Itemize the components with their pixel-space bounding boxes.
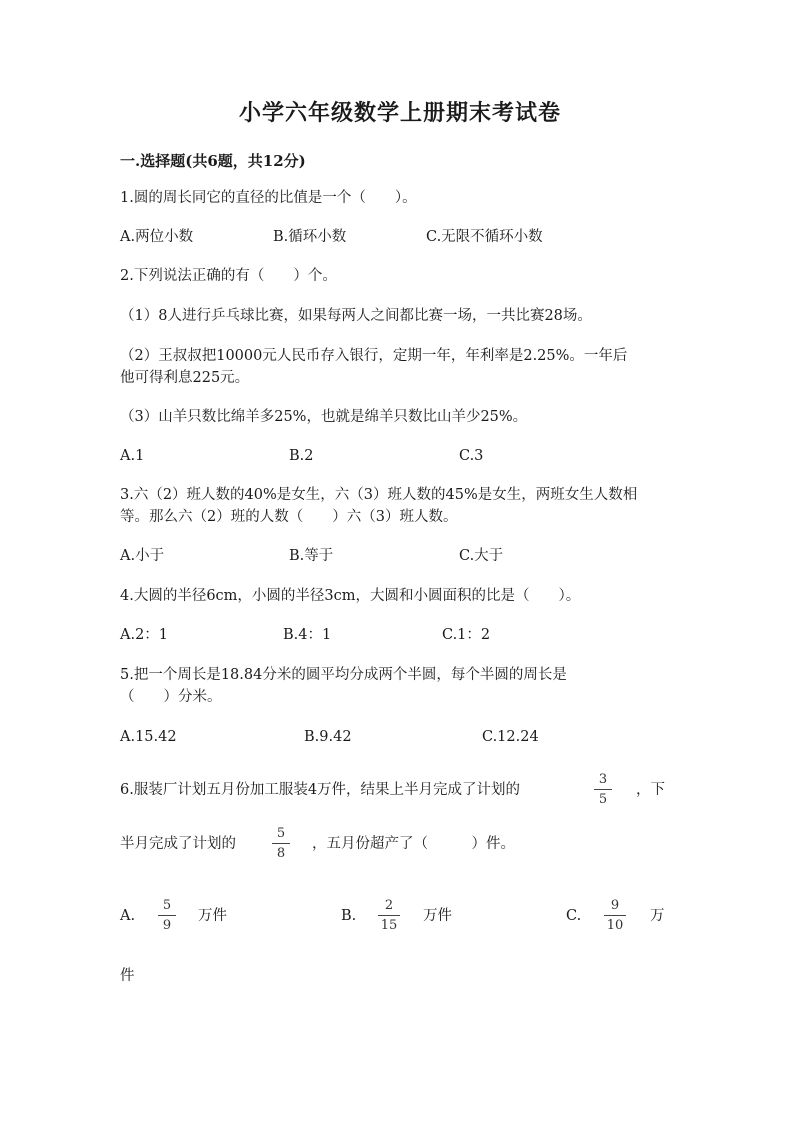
q6-option-a-label: A.	[120, 908, 136, 924]
question-6-part-4: ，五月份超产了（ ）件。	[312, 836, 515, 852]
q6-option-a-unit: 万件	[198, 908, 227, 924]
q6-option-a-numerator: 5	[162, 898, 172, 913]
page-title: 小学六年级数学上册期末考试卷	[238, 100, 561, 126]
q2-statement-3: （3）山羊只数比绵羊多25%，也就是绵羊只数比山羊少25%。	[120, 409, 528, 425]
q4-option-a: A.2：1	[120, 627, 169, 643]
fraction-bar	[158, 915, 176, 916]
q1-option-b: B.循环小数	[273, 229, 347, 245]
question-4-text: 4.大圆的半径6cm，小圆的半径3cm，大圆和小圆面积的比是（ ）。	[120, 588, 581, 604]
q6-option-a-denominator: 9	[162, 918, 172, 933]
q2-option-a: A.1	[120, 448, 145, 464]
q6-fraction-2	[272, 826, 290, 861]
q3-option-b: B.等于	[289, 548, 334, 564]
q6-fraction-1-numerator: 3	[598, 772, 608, 787]
q1-option-c: C.无限不循环小数	[426, 229, 543, 245]
q4-option-b: B.4：1	[283, 627, 332, 643]
question-3-line-2: 等。那么六（2）班的人数（ ）六（3）班人数。	[120, 509, 458, 525]
q4-option-c: C.1：2	[442, 627, 491, 643]
q6-option-c-unit: 万	[650, 908, 665, 924]
q6-option-a-fraction	[158, 898, 176, 933]
fraction-bar	[604, 915, 626, 916]
q2-statement-2-line-2: 他可得利息225元。	[120, 370, 250, 386]
q6-option-b-denominator: 15	[380, 918, 398, 933]
question-5-line-1: 5.把一个周长是18.84分米的圆平均分成两个半圆，每个半圆的周长是	[120, 667, 567, 683]
question-6-part-1: 6.服装厂计划五月份加工服装4万件，结果上半月完成了计划的	[120, 782, 521, 798]
q6-option-b-fraction	[378, 898, 400, 933]
q6-fraction-1-denominator: 5	[598, 792, 608, 807]
question-3-line-1: 3.六（2）班人数的40%是女生，六（3）班人数的45%是女生，两班女生人数相	[120, 487, 638, 503]
question-6-part-2: ，下	[636, 782, 665, 798]
q6-option-b-numerator: 2	[384, 898, 394, 913]
q3-option-c: C.大于	[459, 548, 504, 564]
fraction-bar	[378, 915, 400, 916]
q5-option-a: A.15.42	[120, 729, 177, 745]
q6-option-c-label: C.	[566, 908, 582, 924]
q6-fraction-2-denominator: 8	[276, 846, 286, 861]
q5-option-b: B.9.42	[304, 729, 352, 745]
fraction-bar	[594, 789, 612, 790]
q6-option-b-unit: 万件	[423, 908, 452, 924]
question-5-line-2: （ ）分米。	[120, 689, 222, 705]
q2-option-c: C.3	[459, 448, 484, 464]
q6-option-c-unit-wrap: 件	[120, 968, 135, 984]
q3-option-a: A.小于	[120, 548, 165, 564]
q1-option-a: A.两位小数	[120, 229, 194, 245]
q5-option-c: C.12.24	[482, 729, 539, 745]
q6-option-c-fraction	[604, 898, 626, 933]
section-heading: 一.选择题(共6题，共12分)	[120, 152, 306, 170]
q6-option-c-denominator: 10	[606, 918, 624, 933]
question-1-text: 1.圆的周长同它的直径的比值是一个（ ）。	[120, 190, 417, 206]
q6-option-b-label: B.	[341, 908, 357, 924]
q2-option-b: B.2	[289, 448, 314, 464]
fraction-bar	[272, 843, 290, 844]
q6-fraction-2-numerator: 5	[276, 826, 286, 841]
q2-statement-1: （1）8人进行乒乓球比赛，如果每两人之间都比赛一场，一共比赛28场。	[120, 308, 592, 324]
q6-fraction-1	[594, 772, 612, 807]
q2-statement-2-line-1: （2）王叔叔把10000元人民币存入银行，定期一年，年利率是2.25%。一年后	[120, 348, 628, 364]
question-6-part-3: 半月完成了计划的	[120, 836, 236, 852]
q6-option-c-numerator: 9	[610, 898, 620, 913]
question-2-text: 2.下列说法正确的有（ ）个。	[120, 268, 337, 284]
